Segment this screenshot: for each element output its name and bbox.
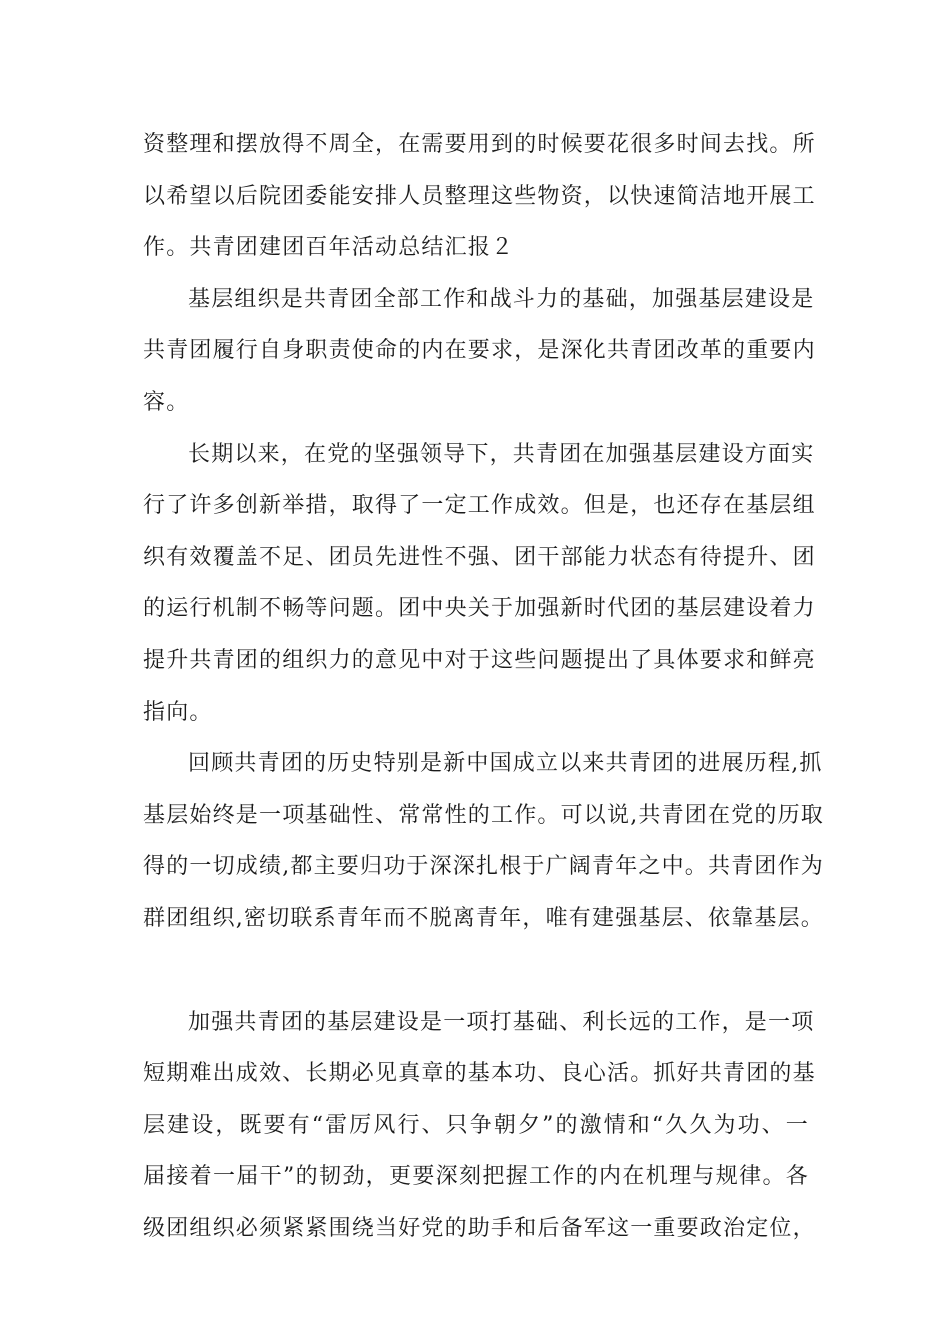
paragraph-spacer bbox=[143, 954, 809, 1006]
text-line: 容。 bbox=[143, 389, 190, 415]
paragraph-first-line: 长期以来，在党的坚强领导下，共青团在加强基层建设方面实 bbox=[188, 441, 815, 467]
text-line: 作。共青团建团百年活动总结汇报２ bbox=[143, 235, 515, 261]
document-body bbox=[143, 128, 824, 1263]
paragraph-first-line: 基层组织是共青团全部工作和战斗力的基础，加强基层建设是 bbox=[188, 286, 815, 312]
text-line: 基层始终是一项基础性、常常性的工作。可以说,共青团在党的历取 bbox=[143, 802, 824, 828]
text-line: 短期难出成效、长期必见真章的基本功、良心活。抓好共青团的基 bbox=[143, 1061, 816, 1087]
text-line: 资整理和摆放得不周全，在需要用到的时候要花很多时间去找。所 bbox=[143, 132, 816, 157]
paragraph-first-line: 加强共青团的基层建设是一项打基础、利长远的工作，是一项 bbox=[188, 1009, 815, 1035]
text-line: 织有效覆盖不足、团员先进性不强、团干部能力状态有待提升、团 bbox=[143, 544, 816, 570]
text-line: 以希望以后院团委能安排人员整理这些物资，以快速简洁地开展工 bbox=[143, 183, 816, 209]
paragraph-first-line: 回顾共青团的历史特别是新中国成立以来共青团的进展历程,抓 bbox=[188, 751, 823, 777]
text-line: 提升共青团的组织力的意见中对于这些问题提出了具体要求和鲜亮 bbox=[143, 647, 816, 673]
text-line: 届接着一届干”的韧劲，更要深刻把握工作的内在机理与规律。各 bbox=[143, 1164, 809, 1190]
text-line: 指向。 bbox=[143, 699, 213, 725]
text-line: 群团组织,密切联系青年而不脱离青年，唯有建强基层、依靠基层。 bbox=[143, 905, 824, 931]
text-line: 层建设，既要有“雷厉风行、只争朝夕”的激情和“久久为功、一 bbox=[143, 1112, 809, 1138]
text-line: 级团组织必须紧紧围绕当好党的助手和后备军这一重要政治定位， bbox=[143, 1215, 816, 1241]
text-line: 共青团履行自身职责使命的内在要求，是深化共青团改革的重要内 bbox=[143, 338, 816, 364]
text-line: 得的一切成绩,都主要归功于深深扎根于广阔青年之中。共青团作为 bbox=[143, 854, 824, 880]
text-line: 行了许多创新举措，取得了一定工作成效。但是，也还存在基层组 bbox=[143, 493, 816, 519]
text-line: 的运行机制不畅等问题。团中央关于加强新时代团的基层建设着力 bbox=[143, 596, 816, 622]
